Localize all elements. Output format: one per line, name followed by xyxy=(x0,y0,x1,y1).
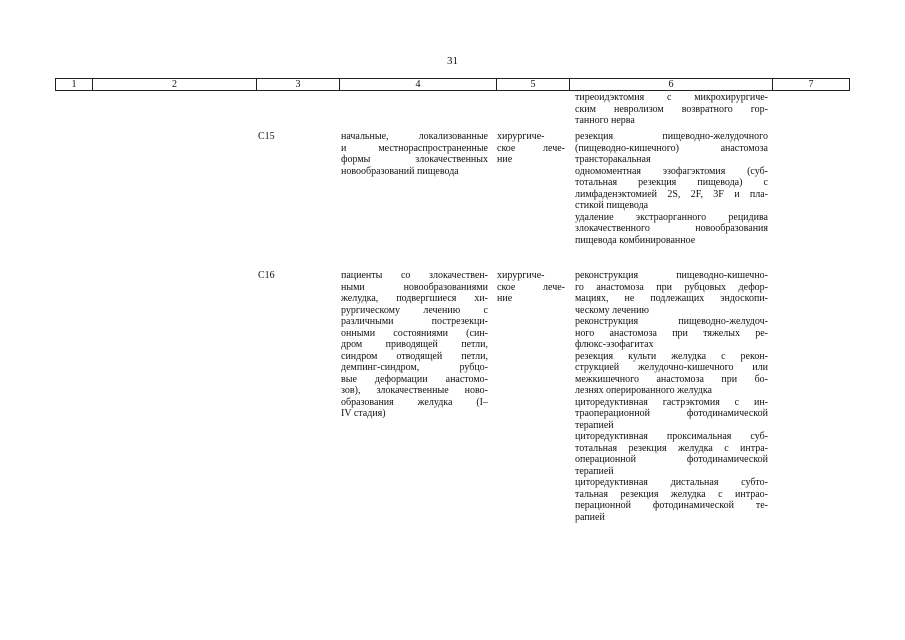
text-line: лимфаденэктомией 2S, 2F, 3F и пла- xyxy=(575,188,768,200)
text-line: трансторакальная xyxy=(575,154,651,165)
text-line: злокачественного новообразования xyxy=(575,223,768,234)
text-line: вые деформации анастомо- xyxy=(341,373,488,385)
column-number-3: 3 xyxy=(257,79,340,91)
text-line: ское лече- xyxy=(497,142,565,154)
text-line: лезнях оперированного желудка xyxy=(575,385,712,396)
text-line: циторедуктивная гастрэктомия с ин- xyxy=(575,396,768,408)
continuation-methods xyxy=(575,92,768,127)
text-line: межкишечного анастомоза при бо- xyxy=(575,373,768,385)
column-number-header xyxy=(55,78,850,91)
text-line: зов), злокачественные ново- xyxy=(341,385,488,396)
text-line: образования желудка (I– xyxy=(341,396,488,408)
text-line: ние xyxy=(497,154,513,165)
column-number-7: 7 xyxy=(773,79,850,91)
text-line: IV стадия) xyxy=(341,408,386,419)
text-line: рапией xyxy=(575,511,605,523)
text-line: и местнораспространенные xyxy=(341,142,488,154)
column-number-4: 4 xyxy=(340,79,497,91)
diagnosis-code: C16 xyxy=(258,270,275,281)
text-line: одномоментная эзофагэктомия (суб- xyxy=(575,165,768,177)
text-line: стикой пищевода xyxy=(575,200,649,211)
patient-model xyxy=(341,131,488,177)
treatment-type xyxy=(497,270,565,305)
text-line: хирургиче- xyxy=(497,131,545,142)
text-line: синдром отводящей петли, xyxy=(341,350,488,362)
text-line: резекция культи желудка с рекон- xyxy=(575,350,768,362)
text-line: ское лече- xyxy=(497,281,565,293)
text-line: циторедуктивная проксимальная суб- xyxy=(575,431,768,442)
text-line: дром приводящей петли, xyxy=(341,339,488,350)
text-line: рургическому лечению с xyxy=(341,304,488,316)
text-line: тиреоидэктомия с микрохирургиче- xyxy=(575,92,768,103)
text-line: терапией xyxy=(575,419,614,431)
text-line: удаление экстраорганного рецидива xyxy=(575,211,768,223)
text-line: онными состояниями (син- xyxy=(341,327,488,339)
text-line: флюкс-эзофагитах xyxy=(575,339,654,350)
text-line: резекция пищеводно-желудочного xyxy=(575,131,768,142)
text-line: демпинг-синдром, рубцо- xyxy=(341,362,488,373)
text-line: пищевода комбинированное xyxy=(575,234,696,246)
text-line: ными новообразованиями xyxy=(341,281,488,293)
column-number-5: 5 xyxy=(497,79,570,91)
text-line: циторедуктивная дистальная субто- xyxy=(575,477,768,488)
text-line: ного анастомоза при тяжелых ре- xyxy=(575,327,768,339)
text-line: тальная резекция желудка с интрао- xyxy=(575,488,768,500)
text-line: реконструкция пищеводно-желудоч- xyxy=(575,316,768,327)
text-line: струкцией желудочно-кишечного или xyxy=(575,362,768,373)
text-line: новообразований пищевода xyxy=(341,165,459,177)
text-line: ческому лечению xyxy=(575,304,649,316)
text-line: ние xyxy=(497,293,513,304)
diagnosis-code: C15 xyxy=(258,131,275,142)
text-line: го анастомоза при рубцовых дефор- xyxy=(575,281,768,293)
treatment-type xyxy=(497,131,565,166)
text-line: операционной фотодинамической xyxy=(575,454,768,465)
patient-model xyxy=(341,270,488,420)
text-line: желудка, подвергшиеся хи- xyxy=(341,293,488,304)
text-line: тотальная резекция пищевода) с xyxy=(575,177,768,188)
text-line: мациях, не подлежащих эндоскопи- xyxy=(575,293,768,304)
text-line: перационной фотодинамической те- xyxy=(575,500,768,511)
text-line: (пищеводно-кишечного) анастомоза xyxy=(575,142,768,154)
text-line: тотальная резекция желудка с интра- xyxy=(575,442,768,454)
text-line: пациенты со злокачествен- xyxy=(341,270,488,281)
text-line: терапией xyxy=(575,465,614,477)
page-number: 31 xyxy=(447,55,458,67)
treatment-methods xyxy=(575,270,768,523)
text-line: хирургиче- xyxy=(497,270,545,281)
text-line: начальные, локализованные xyxy=(341,131,488,142)
text-line: ским невролизом возвратного гор- xyxy=(575,103,768,115)
treatment-methods xyxy=(575,131,768,246)
column-number-6: 6 xyxy=(570,79,773,91)
text-line: реконструкция пищеводно-кишечно- xyxy=(575,270,768,281)
text-line: траоперационной фотодинамической xyxy=(575,408,768,419)
text-line: танного нерва xyxy=(575,115,635,126)
column-number-2: 2 xyxy=(93,79,257,91)
text-line: различными пострезекци- xyxy=(341,316,488,327)
text-line: формы злокачественных xyxy=(341,154,488,165)
column-number-1: 1 xyxy=(56,79,93,91)
